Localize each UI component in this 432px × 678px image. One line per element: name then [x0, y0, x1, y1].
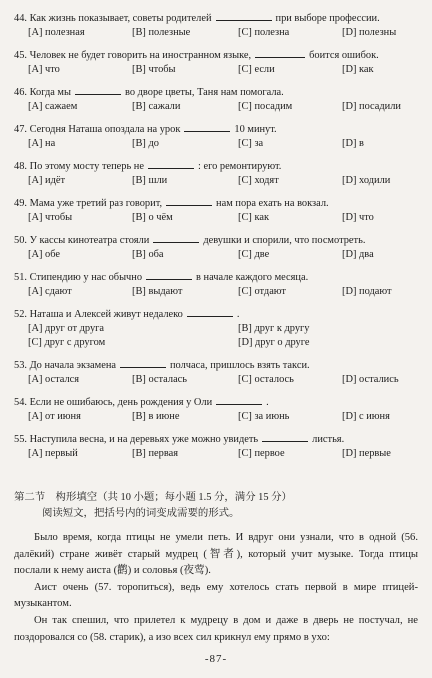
question-q54: [14, 395, 424, 424]
option-D: [D] полезны: [342, 27, 397, 38]
answer-blank: [255, 48, 305, 58]
question-q44: [14, 11, 424, 40]
question-stem-end: во дворе цветы, Таня нам помогала.: [125, 87, 284, 98]
option-C: [C] как: [238, 212, 269, 223]
passage-paragraph-3: Он так спешил, что прилетел к мудрецу в дом и даже в дверь не постучал, не поздоровался со (58. старик), а изо всех сил крикнул ему прямо в ухо:: [14, 614, 418, 643]
question-stem: 52. Наташа и Алексей живут недалеко: [14, 309, 183, 320]
question-text: [14, 307, 424, 322]
option-C: [C] за: [238, 138, 264, 149]
option-C: [C] если: [238, 64, 275, 75]
question-stem: 48. По этому мосту теперь не: [14, 161, 144, 172]
option-row: [28, 410, 424, 424]
answer-blank: [187, 307, 233, 317]
question-text: [14, 11, 424, 26]
option-row: [28, 174, 424, 188]
option-row: [28, 322, 424, 336]
option-row: [28, 248, 424, 262]
question-stem-end: в начале каждого месяца.: [196, 272, 309, 283]
option-row: [28, 211, 424, 225]
option-C: [C] осталось: [238, 374, 294, 385]
reading-passage: [14, 530, 418, 646]
option-row: [28, 373, 424, 387]
question-text: [14, 395, 424, 410]
option-D: [D] два: [342, 249, 374, 260]
option-C: [C] отдают: [238, 286, 286, 297]
answer-blank: [75, 85, 121, 95]
question-q55: [14, 432, 424, 461]
passage-paragraph-2: Аист очень (57. торопиться), ведь ему хотелось стать первой в мире птицей-музыкантом.: [14, 581, 418, 610]
question-stem: 50. У кассы кинотеатра стояли: [14, 235, 150, 246]
answer-blank: [184, 122, 230, 132]
option-A: [A] обе: [28, 249, 60, 260]
question-q49: [14, 196, 424, 225]
option-B: [B] сажали: [132, 101, 181, 112]
question-text: [14, 196, 424, 211]
option-B: [B] до: [132, 138, 159, 149]
option-C: [C] посадим: [238, 101, 293, 112]
question-text: [14, 432, 424, 447]
answer-blank: [148, 159, 194, 169]
answer-blank: [216, 395, 262, 405]
option-A: [A] первый: [28, 448, 78, 459]
option-D: [D] остались: [342, 374, 399, 385]
question-stem: 44. Как жизнь показывает, советы родителей: [14, 13, 212, 24]
question-q46: [14, 85, 424, 114]
option-row: [28, 285, 424, 299]
question-stem: 51. Стипендию у нас обычно: [14, 272, 143, 283]
question-text: [14, 122, 424, 137]
option-D: [D] что: [342, 212, 374, 223]
question-stem-end: боится ошибок.: [309, 50, 379, 61]
question-stem-end: 10 минут.: [234, 124, 277, 135]
question-stem: 47. Сегодня Наташа опоздала на урок: [14, 124, 181, 135]
question-q50: [14, 233, 424, 262]
question-stem-end: девушки и спорили, что посмотреть.: [203, 235, 366, 246]
option-row: [28, 447, 424, 461]
answer-blank: [120, 358, 166, 368]
option-row: [28, 63, 424, 77]
question-q47: [14, 122, 424, 151]
question-text: [14, 358, 424, 373]
option-A: [A] идёт: [28, 175, 66, 186]
option-A: [A] на: [28, 138, 56, 149]
option-B: [B] друг к другу: [238, 323, 310, 334]
option-B: [B] шли: [132, 175, 168, 186]
question-stem-end: листья.: [312, 434, 345, 445]
question-stem-end: нам пора ехать на вокзал.: [216, 198, 329, 209]
option-D: [D] посадили: [342, 101, 401, 112]
option-D: [D] в: [342, 138, 364, 149]
option-D: [D] с июня: [342, 411, 390, 422]
question-stem: 49. Мама уже третий раз говорит,: [14, 198, 163, 209]
option-C: [C] друг с другом: [28, 337, 106, 348]
question-stem-end: при выборе профессии.: [275, 13, 380, 24]
option-A: [A] от июня: [28, 411, 81, 422]
option-C: [C] первое: [238, 448, 285, 459]
option-B: [B] осталась: [132, 374, 188, 385]
option-D: [D] подают: [342, 286, 392, 297]
option-C: [C] ходят: [238, 175, 279, 186]
option-B: [B] полезные: [132, 27, 191, 38]
answer-blank: [166, 196, 212, 206]
question-text: [14, 159, 424, 174]
option-C: [C] полезна: [238, 27, 290, 38]
question-q48: [14, 159, 424, 188]
option-B: [B] выдают: [132, 286, 183, 297]
answer-blank: [262, 432, 308, 442]
option-B: [B] в июне: [132, 411, 180, 422]
option-A: [A] остался: [28, 374, 80, 385]
option-B: [B] чтобы: [132, 64, 176, 75]
option-row: [28, 100, 424, 114]
option-B: [B] первая: [132, 448, 178, 459]
option-row: [28, 336, 424, 350]
question-stem: 55. Наступила весна, и на деревьях уже можно увидеть: [14, 434, 259, 445]
option-C: [C] две: [238, 249, 270, 260]
option-A: [A] друг от друга: [28, 323, 105, 334]
question-stem: 45. Человек не будет говорить на иностранном языке,: [14, 50, 252, 61]
section-heading: 第二节 构形填空（共 10 小题；每小题 1.5 分，满分 15 分）: [14, 492, 292, 503]
question-q53: [14, 358, 424, 387]
question-text: [14, 48, 424, 63]
option-B: [B] о чём: [132, 212, 173, 223]
option-D: [D] ходили: [342, 175, 391, 186]
question-stem-end: .: [266, 397, 269, 408]
question-stem-end: полчаса, пришлось взять такси.: [170, 360, 310, 371]
question-stem-end: : его ремонтируют.: [197, 161, 282, 172]
question-q51: [14, 270, 424, 299]
page-number: -87-: [204, 653, 228, 665]
question-text: [14, 270, 424, 285]
option-row: [28, 137, 424, 151]
question-stem: 54. Если не ошибаюсь, день рождения у Оли: [14, 397, 213, 408]
question-q52: [14, 307, 424, 350]
answer-blank: [146, 270, 192, 280]
option-A: [A] чтобы: [28, 212, 73, 223]
option-A: [A] сажаем: [28, 101, 78, 112]
question-stem: 53. До начала экзамена: [14, 360, 116, 371]
answer-blank: [153, 233, 199, 243]
question-stem-end: .: [236, 309, 240, 320]
option-D: [D] как: [342, 64, 374, 75]
option-B: [B] оба: [132, 249, 164, 260]
option-A: [A] что: [28, 64, 60, 75]
question-text: [14, 85, 424, 100]
option-D: [D] друг о друге: [238, 337, 310, 348]
passage-paragraph-1: Было время, когда птицы не умели петь. И вдруг они узнали, что в одной (56. далёкий) стране живёт старый мудрец (智者), который учит музыке. Тогда птицы послали к нему аиста (鹳) и соловья (夜莺).: [14, 532, 418, 577]
question-stem: 46. Когда мы: [14, 87, 71, 98]
option-row: [28, 26, 424, 40]
option-A: [A] сдают: [28, 286, 72, 297]
option-A: [A] полезная: [28, 27, 85, 38]
question-text: [14, 233, 424, 248]
question-q45: [14, 48, 424, 77]
option-D: [D] первые: [342, 448, 391, 459]
section-instruction: 阅读短文，把括号内的词变成需要的形式。: [42, 508, 240, 519]
option-C: [C] за июнь: [238, 411, 290, 422]
answer-blank: [216, 11, 272, 21]
